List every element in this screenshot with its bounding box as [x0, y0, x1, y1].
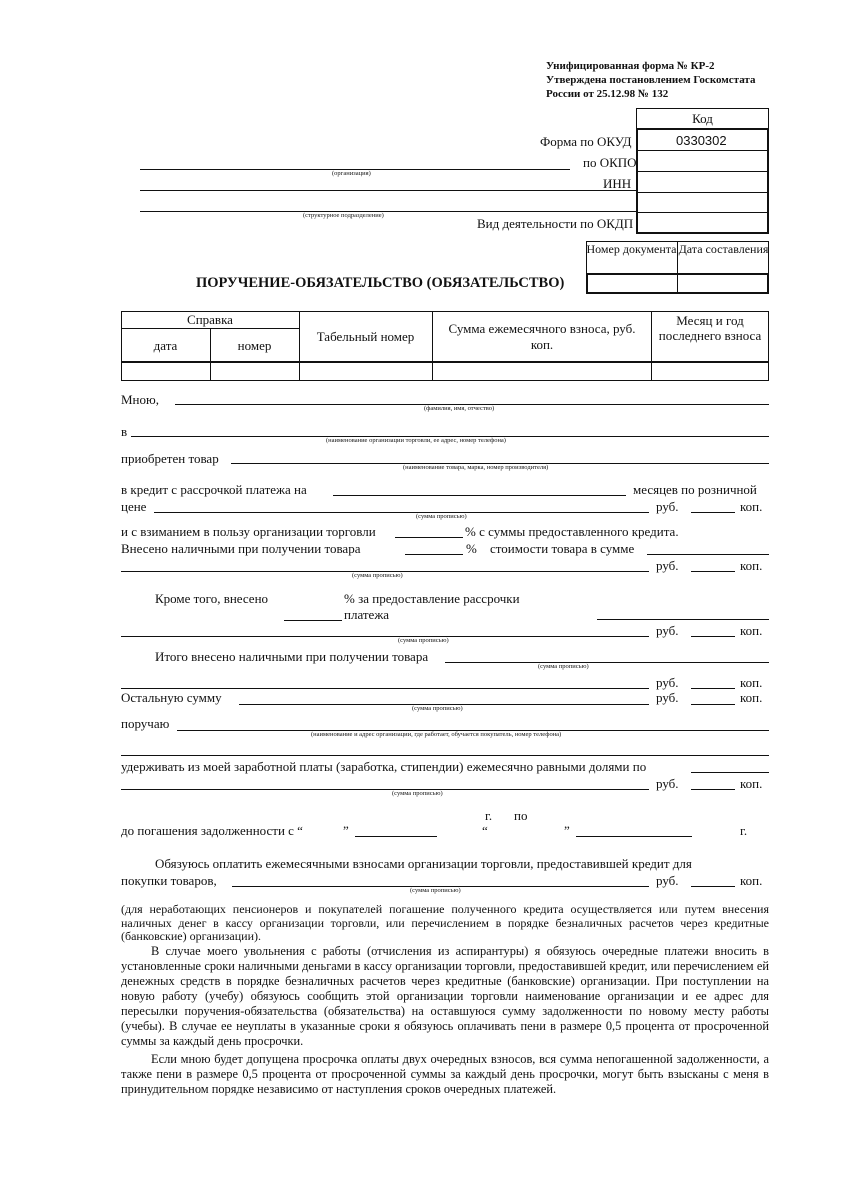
rub-label-2: руб.	[656, 558, 679, 573]
cash-label: Внесено наличными при получении товара	[121, 541, 361, 556]
subdiv-caption: (структурное подразделение)	[303, 212, 384, 219]
table-month: Месяц и год последнего взноса	[658, 313, 762, 343]
fee-label: и с взиманием в пользу организации торговли	[121, 524, 376, 539]
kop-label-4: коп.	[740, 675, 763, 690]
kop-field-7[interactable]	[691, 886, 735, 887]
rub-label-4: руб.	[656, 675, 679, 690]
oblig-text-2: покупки товаров,	[121, 873, 217, 888]
okdp-label: Вид деятельности по ОКДП	[477, 216, 634, 231]
besides-percent-field[interactable]	[284, 620, 342, 621]
to-date-field[interactable]	[576, 836, 692, 837]
rub-label-7: руб.	[656, 873, 679, 888]
mnoyu-label: Мною,	[121, 392, 159, 407]
quote-open-2: “	[482, 823, 488, 838]
besides-caption: (сумма прописью)	[398, 637, 449, 644]
withhold-share-field[interactable]	[691, 772, 769, 773]
platezha-label: платежа	[344, 607, 390, 622]
po-label: по	[514, 808, 528, 823]
rub-label-3: руб.	[656, 623, 679, 638]
kod-label: Код	[692, 111, 713, 126]
doc-number-label: Номер документа	[586, 242, 677, 256]
total-cash-field-2[interactable]	[121, 688, 649, 689]
table-sum: Сумма ежемесячного взноса, руб. коп.	[448, 321, 636, 352]
withhold-label: удерживать из моей заработной платы (заработка, стипендии) ежемесячно равными долями по	[121, 759, 647, 774]
total-cash-field[interactable]	[445, 662, 769, 663]
kop-field[interactable]	[691, 512, 735, 513]
fee-percent-field[interactable]	[395, 537, 463, 538]
price-field[interactable]	[154, 512, 649, 513]
quote-close-2: ”	[564, 823, 570, 838]
org-caption: (организация)	[332, 170, 371, 177]
goods-caption: (наименование товара, марка, номер производителя)	[403, 464, 549, 471]
cash-sum-field[interactable]	[647, 554, 769, 555]
withhold-caption: (сумма прописью)	[392, 790, 443, 797]
table-tab-number: Табельный номер	[316, 329, 415, 344]
para1-text: В случае моего увольнения с работы (отчисления из аспирантуры) я обязуюсь очередные платежи вносить в установленные сроки наличными деньгами в кассу организации торговли, предоставившей кредит, или перечислением ей денежных средств в порядке безналичных расчетов через кредитные (банковские) организации. При поступлении на новую работу (учебу) обязуюсь сообщить этой организации торговли наименование организации и ее адрес для пересылки поручения-обязательства (обязательства) на оставшуюся сумму задолженности по новому месту работы (учебы). В случае ее неуплаты в указанные сроки я обязуюсь оплачивать пени в размере 0,5 процента от просроченной суммы за каждый день просрочки.	[121, 944, 769, 1048]
org-trade-caption: (наименование организации торговли, ее адрес, номер телефона)	[326, 437, 506, 444]
kop-label-3: коп.	[740, 623, 763, 638]
until-label: до погашения задолженности с “	[121, 823, 303, 838]
rest-label: Остальную сумму	[121, 690, 222, 705]
employer-caption: (наименование и адрес организации, где работает, обучается покупатель, номер телефона)	[311, 731, 562, 738]
kop-field-2[interactable]	[691, 571, 735, 572]
kop-label: коп.	[740, 499, 763, 514]
rub-label: руб.	[656, 499, 679, 514]
employer-field-2[interactable]	[121, 755, 769, 756]
fio-caption: (фамилия, имя, отчество)	[424, 405, 495, 412]
okpo-label: по ОКПО	[583, 155, 637, 170]
approved-date: России от 25.12.98 № 132	[546, 88, 669, 100]
bought-label: приобретен товар	[121, 451, 219, 466]
percent-for-label: % за предоставление рассрочки	[344, 591, 520, 606]
from-date-field[interactable]	[355, 836, 437, 837]
approved-line: Утверждена постановлением Госкомстата	[546, 74, 756, 86]
price-caption: (сумма прописью)	[416, 513, 467, 520]
okud-label: Форма по ОКУД	[540, 134, 632, 149]
total-cash-label: Итого внесено наличными при получении товара	[155, 649, 429, 664]
para2-text: Если мною будет допущена просрочка оплаты двух очередных взносов, вся сумма непогашенной задолженности, а также пени в размере 0,5 процента от просроченной суммы за каждый день просрочки, могут быть взысканы с меня в принудительном порядке независимо от наступления сроков очередных платежей.	[121, 1052, 769, 1096]
withhold-sum-field[interactable]	[121, 789, 649, 790]
months-label: месяцев по розничной	[633, 482, 757, 497]
resignation-paragraph	[121, 944, 769, 1049]
kop-field-4[interactable]	[691, 688, 735, 689]
year-label-2: г.	[740, 823, 748, 838]
quote-close-1: ”	[343, 823, 349, 838]
note-paragraph	[121, 903, 769, 944]
inn-label: ИНН	[603, 176, 632, 191]
document-title: ПОРУЧЕНИЕ-ОБЯЗАТЕЛЬСТВО (ОБЯЗАТЕЛЬСТВО)	[196, 275, 565, 291]
overdue-paragraph	[121, 1052, 769, 1097]
rub-label-6: руб.	[656, 776, 679, 791]
price-label: цене	[121, 499, 147, 514]
kop-label-7: коп.	[740, 873, 763, 888]
months-field[interactable]	[333, 495, 626, 496]
kop-field-3[interactable]	[691, 636, 735, 637]
total-cash-caption: (сумма прописью)	[538, 663, 589, 670]
subdiv-line[interactable]	[140, 211, 636, 212]
cash-percent-field[interactable]	[405, 554, 463, 555]
entrust-label: поручаю	[121, 716, 170, 731]
kop-field-5[interactable]	[691, 704, 735, 705]
doc-date-label: Дата составления	[678, 242, 769, 256]
besides-sum-field[interactable]	[597, 619, 769, 620]
kod-header-cell	[636, 108, 769, 129]
cash-label-3: стоимости товара в сумме	[490, 541, 635, 556]
kop-label-5: коп.	[740, 690, 763, 705]
table-date: дата	[153, 338, 178, 353]
oblig-text-1: Обязуюсь оплатить ежемесячными взносами организации торговли, предоставившей кредит для	[155, 856, 692, 871]
oblig-caption: (сумма прописью)	[410, 887, 461, 894]
kop-field-6[interactable]	[691, 789, 735, 790]
besides-label: Кроме того, внесено	[155, 591, 269, 606]
fee-label-2: % с суммы предоставленного кредита.	[465, 524, 679, 539]
table-number: номер	[237, 338, 272, 353]
kop-label-2: коп.	[740, 558, 763, 573]
credit-label: в кредит с рассрочкой платежа на	[121, 482, 307, 497]
cash-sum-caption: (сумма прописью)	[352, 572, 403, 579]
org-line-2[interactable]	[140, 190, 636, 191]
year-label: г.	[485, 808, 493, 823]
table-spravka: Справка	[187, 312, 233, 327]
rest-caption: (сумма прописью)	[412, 705, 463, 712]
kop-label-6: коп.	[740, 776, 763, 791]
form-title: Унифицированная форма № КР-2	[546, 60, 715, 72]
v-label: в	[121, 424, 128, 439]
note-text: (для неработающих пенсионеров и покупателей погашение полученного кредита осуществляется или путем внесения наличных денег в кассу организации торговли, или перечислением в порядке безналичных расчетов через кредитные (банковские) организации).	[121, 902, 769, 943]
besides-sum-field-2[interactable]	[121, 636, 649, 637]
okud-value[interactable]: 0330302	[676, 133, 727, 148]
rub-label-5: руб.	[656, 690, 679, 705]
cash-percent-sign: %	[466, 541, 477, 556]
